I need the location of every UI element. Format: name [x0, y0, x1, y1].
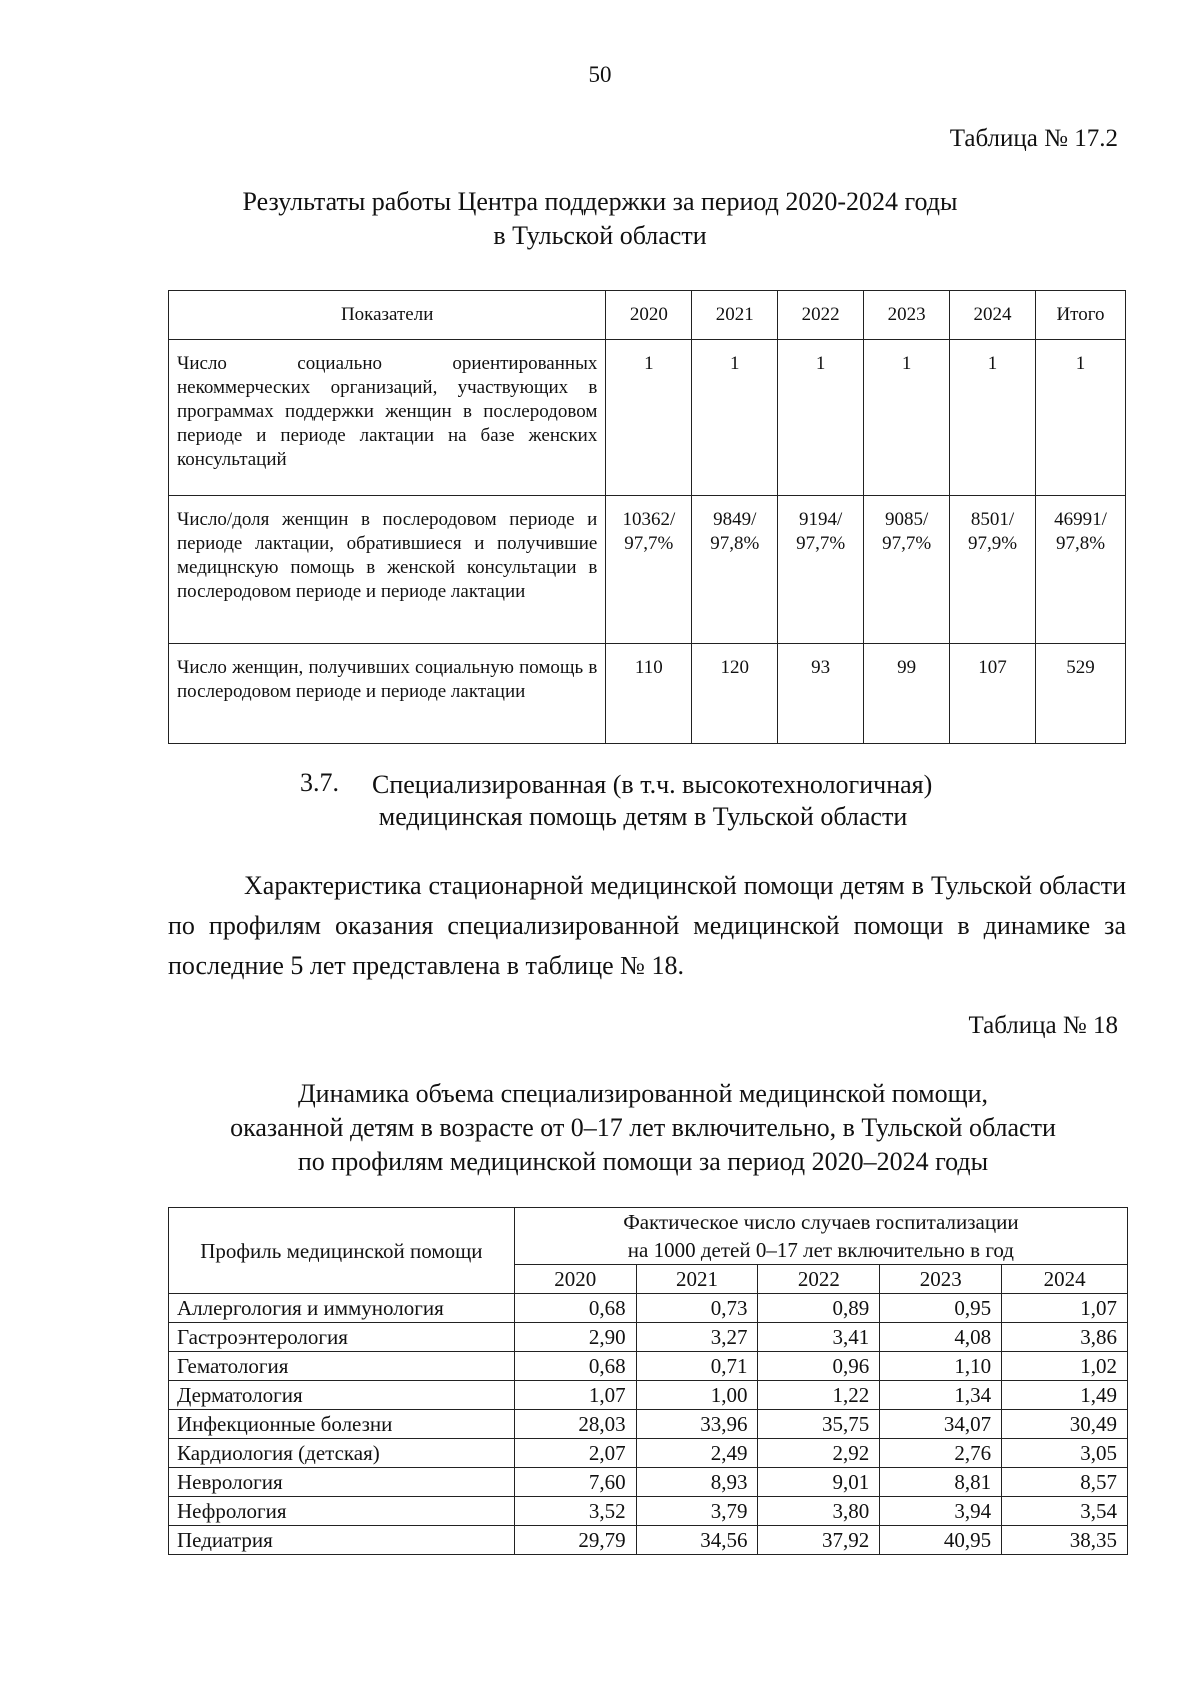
value-cell: 10362/ 97,7%: [606, 496, 692, 644]
table-row: [169, 1468, 1128, 1497]
value-cell: 1: [778, 340, 864, 496]
value-cell: 0,73: [636, 1294, 758, 1323]
header-group-line: Фактическое число случаев госпитализации: [623, 1210, 1019, 1234]
value-cell: 99: [864, 644, 950, 744]
year-header-cell: 2023: [880, 1265, 1002, 1294]
value-cell: 37,92: [758, 1526, 880, 1555]
value-cell: 2,49: [636, 1439, 758, 1468]
value-cell: 3,54: [1002, 1497, 1128, 1526]
value-cell: 30,49: [1002, 1410, 1128, 1439]
table-row: [169, 1526, 1128, 1555]
value-cell: 3,94: [880, 1497, 1002, 1526]
header-cell: Показатели: [169, 291, 606, 340]
table-18-title: [0, 1077, 1200, 1179]
table-row: [169, 340, 1126, 496]
value-cell: 40,95: [880, 1526, 1002, 1555]
value-cell: 3,27: [636, 1323, 758, 1352]
value-cell: 93: [778, 644, 864, 744]
value-cell: 1,07: [1002, 1294, 1128, 1323]
value-cell: 7,60: [514, 1468, 636, 1497]
value-cell: 1: [864, 340, 950, 496]
indicator-cell: Число женщин, получивших социальную помощь в послеродовом периоде и периоде лактации: [169, 644, 606, 744]
table-header-row: [169, 291, 1126, 340]
profile-cell: Дерматология: [169, 1381, 515, 1410]
profile-cell: Гастроэнтерология: [169, 1323, 515, 1352]
table-row: [169, 1323, 1128, 1352]
value-cell: 3,05: [1002, 1439, 1128, 1468]
header-cell: 2023: [864, 291, 950, 340]
value-cell: 9,01: [758, 1468, 880, 1497]
value-cell: 0,68: [514, 1352, 636, 1381]
value-cell: 0,68: [514, 1294, 636, 1323]
value-cell: 38,35: [1002, 1526, 1128, 1555]
value-cell: 0,95: [880, 1294, 1002, 1323]
table-row: [169, 1294, 1128, 1323]
table-row: [169, 1410, 1128, 1439]
profile-cell: Нефрология: [169, 1497, 515, 1526]
value-cell: 1,00: [636, 1381, 758, 1410]
value-cell: 2,90: [514, 1323, 636, 1352]
value-cell: 3,80: [758, 1497, 880, 1526]
value-cell: 33,96: [636, 1410, 758, 1439]
value-cell: 3,79: [636, 1497, 758, 1526]
value-cell: 2,76: [880, 1439, 1002, 1468]
value-cell: 0,89: [758, 1294, 880, 1323]
value-cell: 3,52: [514, 1497, 636, 1526]
value-cell: 1: [692, 340, 778, 496]
value-cell: 9849/ 97,8%: [692, 496, 778, 644]
header-cell: 2020: [606, 291, 692, 340]
value-cell: 120: [692, 644, 778, 744]
year-header-cell: 2022: [758, 1265, 880, 1294]
table-17: [168, 290, 1126, 744]
value-cell: 110: [606, 644, 692, 744]
value-cell: 34,56: [636, 1526, 758, 1555]
year-header-cell: 2024: [1002, 1265, 1128, 1294]
header-cell: 2024: [950, 291, 1036, 340]
profile-cell: Педиатрия: [169, 1526, 515, 1555]
page-number: 50: [588, 62, 612, 87]
table-17-label: Таблица № 17.2: [949, 125, 1118, 152]
value-cell: 3,41: [758, 1323, 880, 1352]
section-number: 3.7.: [300, 768, 339, 797]
value-cell: 8,81: [880, 1468, 1002, 1497]
body-paragraph: Характеристика стационарной медицинской помощи детям в Тульской области по профилям оказания специализированной медицинской помощи в динамике за последние 5 лет представлена в таблице № 18.: [168, 871, 1126, 980]
table-17-title: [0, 185, 1200, 253]
value-cell: 1: [1035, 340, 1125, 496]
value-cell: 8,93: [636, 1468, 758, 1497]
value-cell: 28,03: [514, 1410, 636, 1439]
table-17-title-line: в Тульской области: [493, 221, 707, 250]
value-cell: 2,92: [758, 1439, 880, 1468]
value-cell: 1,10: [880, 1352, 1002, 1381]
profile-cell: Инфекционные болезни: [169, 1410, 515, 1439]
table-header-row: [169, 1208, 1128, 1265]
profile-cell: Неврология: [169, 1468, 515, 1497]
header-cell: 2022: [778, 291, 864, 340]
value-cell: 3,86: [1002, 1323, 1128, 1352]
value-cell: 46991/ 97,8%: [1035, 496, 1125, 644]
value-cell: 2,07: [514, 1439, 636, 1468]
section-title-line: медицинская помощь детям в Тульской области: [378, 802, 908, 831]
value-cell: 529: [1035, 644, 1125, 744]
section-title-line: Специализированная (в т.ч. высокотехнологичная): [372, 770, 933, 799]
header-cell: 2021: [692, 291, 778, 340]
value-cell: 1,34: [880, 1381, 1002, 1410]
table-row: [169, 644, 1126, 744]
value-cell: 29,79: [514, 1526, 636, 1555]
value-cell: 1: [950, 340, 1036, 496]
table-18: [168, 1207, 1128, 1555]
header-cell: Итого: [1035, 291, 1125, 340]
value-cell: 35,75: [758, 1410, 880, 1439]
value-cell: 1,22: [758, 1381, 880, 1410]
header-cell: Профиль медицинской помощи: [169, 1208, 515, 1294]
value-cell: 0,96: [758, 1352, 880, 1381]
value-cell: 1,07: [514, 1381, 636, 1410]
value-cell: 107: [950, 644, 1036, 744]
table-18-label: Таблица № 18: [968, 1012, 1118, 1039]
year-header-cell: 2021: [636, 1265, 758, 1294]
value-cell: 1,49: [1002, 1381, 1128, 1410]
table-row: [169, 1439, 1128, 1468]
indicator-cell: Число социально ориентированных некоммерческих организаций, участвующих в программах поддержки женщин в послеродовом периоде и периоде лактации на базе женских консультаций: [169, 340, 606, 496]
value-cell: 34,07: [880, 1410, 1002, 1439]
indicator-cell: Число/доля женщин в послеродовом периоде и периоде лактации, обратившиеся и получившие медицнскую помощь в женской консультации в послеродовом периоде и периоде лактации: [169, 496, 606, 644]
value-cell: 1,02: [1002, 1352, 1128, 1381]
table-row: [169, 1497, 1128, 1526]
profile-cell: Кардиология (детская): [169, 1439, 515, 1468]
table-row: [169, 1352, 1128, 1381]
value-cell: 9194/ 97,7%: [778, 496, 864, 644]
value-cell: 0,71: [636, 1352, 758, 1381]
table-row: [169, 1381, 1128, 1410]
table-18-title-line: по профилям медицинской помощи за период 2020–2024 годы: [297, 1147, 989, 1176]
profile-cell: Аллергология и иммунология: [169, 1294, 515, 1323]
header-group-cell: [514, 1208, 1127, 1265]
value-cell: 8501/ 97,9%: [950, 496, 1036, 644]
value-cell: 8,57: [1002, 1468, 1128, 1497]
value-cell: 4,08: [880, 1323, 1002, 1352]
table-row: [169, 496, 1126, 644]
year-header-cell: 2020: [514, 1265, 636, 1294]
value-cell: 1: [606, 340, 692, 496]
table-18-title-line: Динамика объема специализированной медицинской помощи,: [297, 1079, 989, 1108]
profile-cell: Гематология: [169, 1352, 515, 1381]
table-17-title-line: Результаты работы Центра поддержки за период 2020-2024 годы: [242, 187, 958, 216]
table-18-title-line: оказанной детям в возрасте от 0–17 лет включительно, в Тульской области: [230, 1113, 1056, 1142]
value-cell: 9085/ 97,7%: [864, 496, 950, 644]
header-group-line: на 1000 детей 0–17 лет включительно в год: [627, 1238, 1014, 1262]
